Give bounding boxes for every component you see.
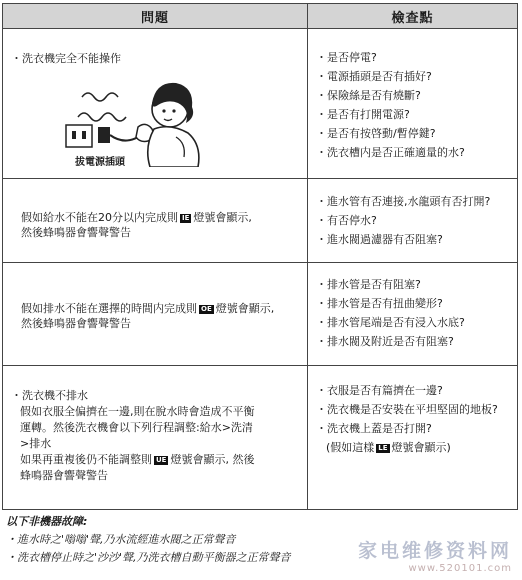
table-row [3, 366, 517, 509]
problem-text [21, 301, 274, 331]
watermark-main: 家电维修资料网 [357, 540, 512, 562]
problem-line: 燈號會顯示, [193, 211, 252, 224]
header-check: 檢查點 [391, 10, 434, 26]
check-item: ・電源插頭是否有插好? [316, 70, 432, 83]
problem-cell [3, 29, 308, 178]
check-list [316, 48, 465, 162]
check-list [316, 275, 465, 351]
check-cell [308, 366, 517, 509]
problem-title: ・洗衣機不排水 [11, 389, 88, 402]
problem-line: 運轉。然後洗衣機會以下列行程調整:給水>洗清 [20, 421, 253, 434]
problem-line: 假如給水不能在20分以内完成則 [21, 211, 178, 224]
check-item: ・進水閥過濾器有否阻塞? [316, 233, 443, 246]
check-item: ・排水閥及附近是否有阻塞? [316, 335, 454, 348]
check-cell [308, 179, 517, 262]
notes-section [6, 513, 291, 567]
problem-line: 蜂鳴器會響聲警告 [20, 469, 108, 482]
error-code-badge: UE [156, 456, 167, 464]
check-item: ・是否停電? [316, 51, 377, 64]
watermark-url: www.520101.com [408, 563, 512, 574]
watermark [358, 536, 512, 574]
check-item: ・排水管尾端是否有浸入水底? [316, 316, 465, 329]
troubleshooting-table [2, 3, 518, 510]
problem-text [11, 388, 255, 484]
check-item: ・洗衣槽内是否正確適量的水? [316, 146, 465, 159]
note-item: ・進水時之'嗡嗡'聲,乃水流經進水閥之正常聲音 [6, 533, 236, 546]
check-item: ・洗衣機上蓋是否打開? [316, 422, 432, 435]
problem-line: 假如衣服全偏擠在一邊,則在脫水時會造成不平衡 [20, 405, 255, 418]
check-item: ・衣服是否有篇擠在一邊? [316, 384, 443, 397]
problem-cell [3, 366, 308, 509]
problem-text [21, 210, 252, 240]
unplug-illustration [58, 67, 208, 167]
table-row [3, 29, 517, 179]
problem-line: 然後蜂鳴器會響聲警告 [21, 226, 131, 239]
illustration-caption: 拔電源插頭 [75, 157, 125, 168]
check-list [316, 192, 490, 249]
check-list [316, 381, 498, 457]
check-note: 燈號會顯示) [391, 441, 451, 454]
problem-line: >排水 [20, 437, 52, 450]
notes-title: 以下非機器故障: [6, 515, 88, 528]
table-row [3, 263, 517, 366]
header-problem: 問題 [3, 4, 308, 28]
check-cell [308, 29, 517, 178]
check-note: (假如這樣 [326, 441, 375, 454]
check-item: ・排水管是否有阻塞? [316, 278, 421, 291]
error-code-badge: IE [182, 214, 190, 222]
table-row [3, 179, 517, 263]
note-item: ・洗衣槽停止時之'沙沙'聲,乃洗衣槽自動平衡器之正常聲音 [6, 551, 291, 564]
check-item: ・排水管是否有扭曲變形? [316, 297, 443, 310]
problem-cell [3, 179, 308, 262]
check-item: ・是否有打開電源? [316, 108, 410, 121]
check-cell [308, 263, 517, 365]
error-code-badge: LE [378, 444, 388, 452]
check-item: ・洗衣機是否安裝在平坦堅固的地板? [316, 403, 498, 416]
problem-cell [3, 263, 308, 365]
check-item: ・是否有按啓動/暫停鍵? [316, 127, 436, 140]
problem-line: 假如排水不能在選擇的時間内完成則 [21, 302, 197, 315]
check-item: ・進水管有否連接,水龍頭有否打開? [316, 195, 491, 208]
problem-line: 然後蜂鳴器會響聲警告 [21, 317, 131, 330]
problem-line: 燈號會顯示, [215, 302, 275, 315]
problem-title: ・洗衣機完全不能操作 [11, 52, 121, 65]
problem-line: 如果再重複後仍不能調整則 [20, 453, 152, 466]
table-header [3, 4, 517, 29]
check-item: ・保險絲是否有燒斷? [316, 89, 421, 102]
problem-line: 燈號會顯示, 然後 [170, 453, 255, 466]
check-item: ・有否停水? [316, 214, 377, 227]
check-item [316, 438, 498, 457]
error-code-badge: OE [201, 305, 212, 313]
